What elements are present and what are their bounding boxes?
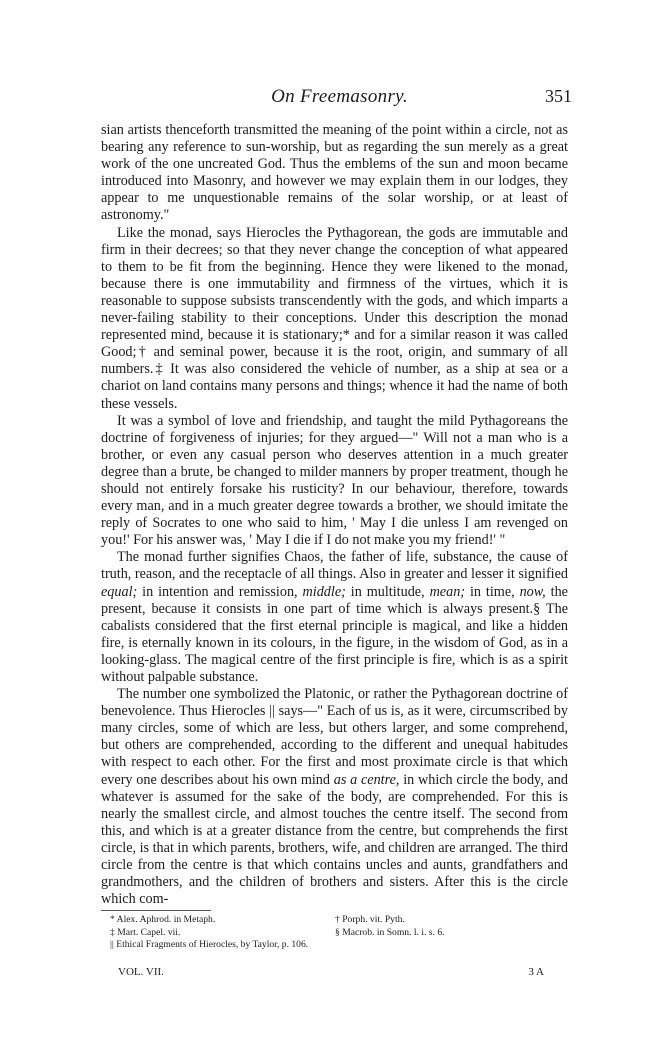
- paragraph-4: [101, 549, 568, 686]
- volume-label: VOL. VII.: [118, 966, 164, 978]
- paragraph-4-text-e: the present, because it consists in one part of time which is always present.§ The cabalists considered that the first eternal principle is magical, and like a hidden fire, is eternally known in its colours, in the figure, in the wisdom of God, as in a looking-glass. The magical centre of the first principle is fire, which is as a spirit without palpable substance.: [101, 583, 568, 685]
- paragraph-1: sian artists thenceforth transmitted the meaning of the point within a circle, not as bearing any reference to sun-worship, but as regarding the sun merely as a great work of the one uncreated God. Thus the emblems of the sun and moon became introduced into Masonry, and however we may explain them in our lodges, they appear to me unquestionable remains of the solar worship, or at least of astronomy.": [101, 122, 568, 224]
- body-text: [101, 122, 568, 908]
- footnote-row: [110, 914, 540, 927]
- paragraph-2: Like the monad, says Hierocles the Pythagorean, the gods are immutable and firm in their decrees; so that they never change the conception of what appeared to them to be fit from the beginning. Hence they were likened to the monad, because there is one immutability and firmness of the virtues, which it is reasonable to suppose subsists transcendently with the gods, and which imparts a never-failing stability to their conceptions. Under this description the monad represented mind, because it is stationary;* and for a similar reason it was called Good;† and seminal power, because it is the root, origin, and summary of all numbers.‡ It was also considered the vehicle of number, as a ship at sea or a chariot on land contains many persons and things; whence it had the name of both these vessels.: [101, 224, 568, 412]
- footnote-4: § Macrob. in Somn. l. i. s. 6.: [335, 926, 445, 938]
- paragraph-4-text-b: in intention and remission,: [137, 583, 303, 600]
- paragraph-5-text-b: in which circle the body, and whatever is assumed for the sake of the body, are comprehended. For this is nearly the smallest circle, and almost touches the centre itself. The second from this, and which is at a greater distance from the centre, but comprehends the first circle, is that in which parents, brothers, wife, and children are arranged. The third circle from the centre is that which contains uncles and aunts, grandfathers and grandmothers, and the children of brothers and sisters. After this is the circle which com-: [101, 771, 568, 908]
- paragraph-4-text-a: The monad further signifies Chaos, the father of life, substance, the cause of truth, reason, and the receptacle of all things. Also in greater and lesser it signified: [101, 549, 568, 583]
- footnote-row: [110, 939, 540, 952]
- footnote-rule: [101, 910, 211, 911]
- page-number: 351: [545, 86, 572, 106]
- paragraph-4-text-d: in time,: [465, 583, 520, 600]
- emphasis-as-a-centre: as a centre,: [333, 771, 400, 788]
- footnotes: [110, 914, 540, 952]
- emphasis-mean: mean;: [429, 583, 466, 600]
- footnote-5: || Ethical Fragments of Hierocles, by Taylor, p. 106.: [110, 939, 309, 951]
- signature-mark: 3 A: [528, 966, 544, 978]
- emphasis-middle: middle;: [302, 583, 346, 600]
- footnote-row: [110, 927, 540, 940]
- signature-line: [118, 966, 544, 978]
- footnote-2: † Porph. vit. Pyth.: [335, 914, 405, 925]
- paragraph-4-text-c: in multitude,: [345, 583, 430, 600]
- paragraph-5: [101, 686, 568, 908]
- emphasis-now: now,: [519, 583, 546, 600]
- page-header: [107, 86, 572, 110]
- footnote-1: * Alex. Aphrod. in Metaph.: [110, 914, 216, 925]
- paragraph-5-text-a: The number one symbolized the Platonic, or rather the Pythagorean doctrine of benevolence. Thus Hierocles || says—" Each of us is, as it were, circumscribed by many circles, some of which are less, but others larger, and some comprehend, but others are comprehended, according to the different and unequal habitudes with respect to each other. For the first and most proximate circle is that which every one describes about his own mind: [101, 686, 568, 788]
- emphasis-equal: equal;: [101, 583, 138, 600]
- footnote-3: ‡ Mart. Capel. vii.: [110, 926, 181, 938]
- paragraph-3: It was a symbol of love and friendship, and taught the mild Pythagoreans the doctrine of forgiveness of injuries; for they argued—" Will not a man who is a brother, or even any casual person who deserves attention in a much greater degree than a brute, be changed to milder manners by proper treatment, though he should not entirely forsake his rusticity? In our behaviour, therefore, towards every man, and in a much greater degree towards a brother, we should imitate the reply of Socrates to one who said to him, ' May I die unless I am revenged on you!' For his answer was, ' May I die if I do not make you my friend!' ": [101, 412, 568, 549]
- running-title: On Freemasonry.: [271, 86, 408, 107]
